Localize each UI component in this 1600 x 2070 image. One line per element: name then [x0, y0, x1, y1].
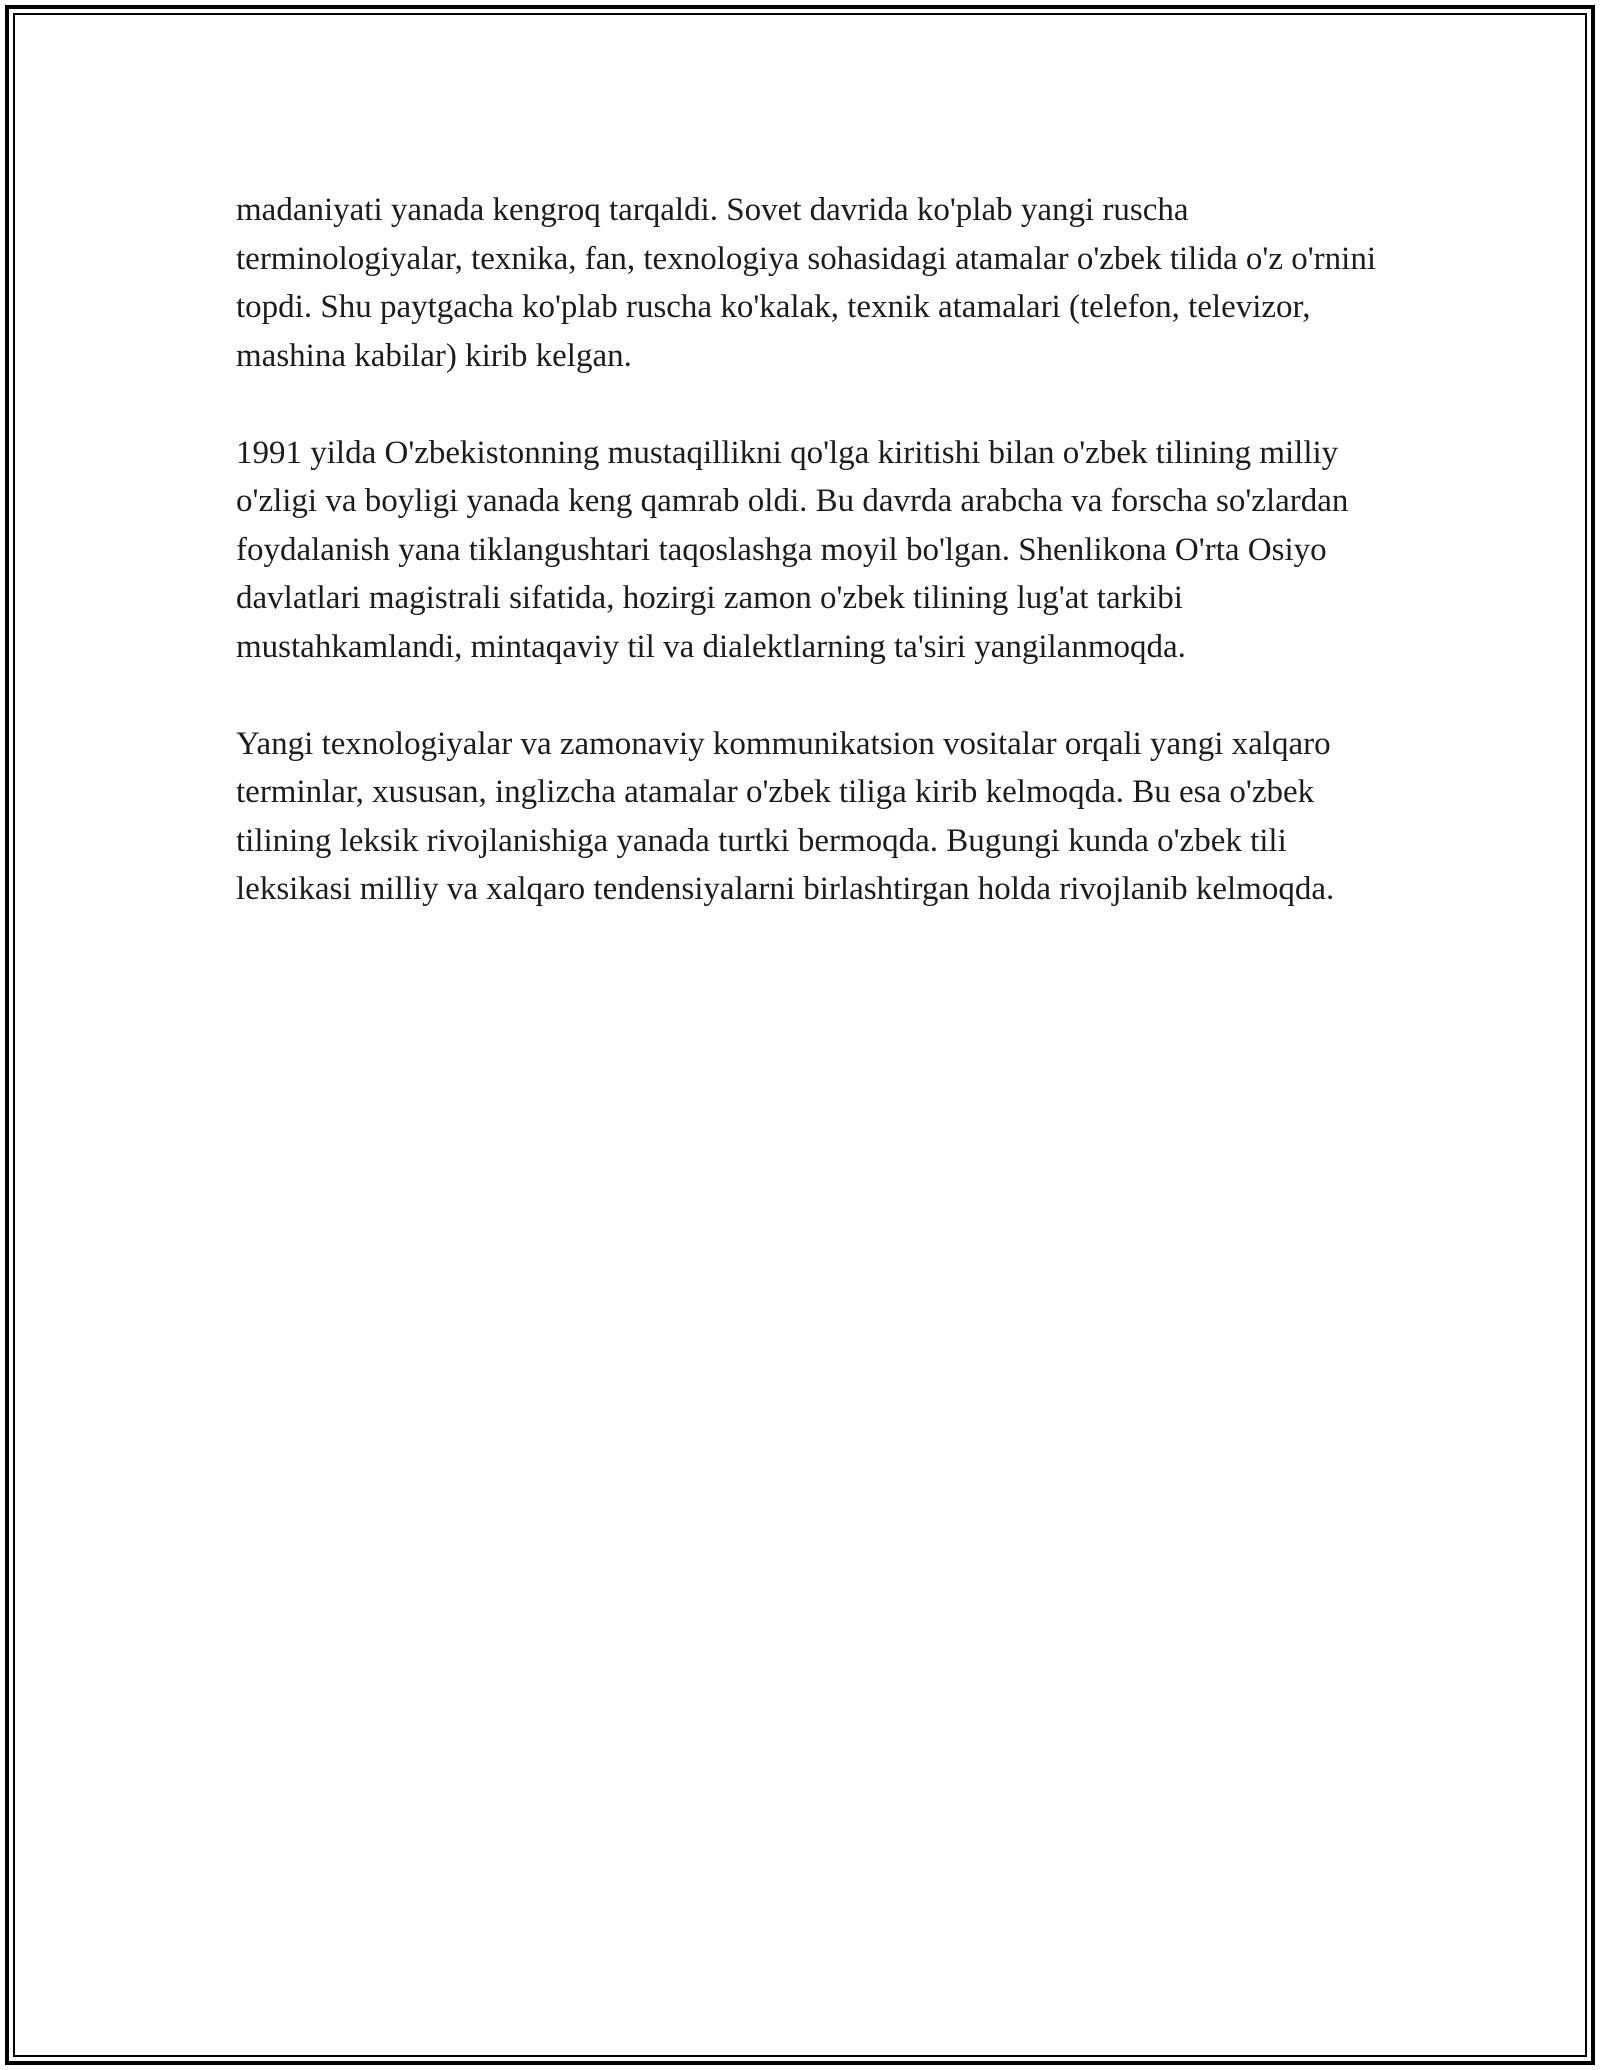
- paragraph-2: 1991 yilda O'zbekistonning mustaqillikni qo'lga kiritishi bilan o'zbek tilining milliy o'zligi va boyligi yanada keng qamrab oldi. Bu davrda arabcha va forscha so'zlardan foydalanish yana tiklangushtari taqoslashga moyil bo'lgan. Shenlikona O'rta Osiyo davlatlari magistrali sifatida, hozirgi zamon o'zbek tilining lug'at tarkibi mustahkamlandi, mintaqaviy til va dialektlarning ta'siri yangilanmoqda.: [236, 434, 1349, 665]
- paragraph-3: Yangi texnologiyalar va zamonaviy kommunikatsion vositalar orqali yangi xalqaro terminlar, xususan, inglizcha atamalar o'zbek tiliga kirib kelmoqda. Bu esa o'zbek tilining leksik rivojlanishiga yanada turtki bermoqda. Bugungi kunda o'zbek tili leksikasi milliy va xalqaro tendensiyalarni birlashtirgan holda rivojlanib kelmoqda.: [236, 725, 1335, 907]
- document-body: [236, 186, 1376, 962]
- paragraph-1: madaniyati yanada kengroq tarqaldi. Sovet davrida ko'plab yangi ruscha terminologiyalar, texnika, fan, texnologiya sohasidagi atamalar o'zbek tilida o'z o'rnini topdi. Shu paytgacha ko'plab ruscha ko'kalak, texnik atamalari (telefon, televizor, mashina kabilar) kirib kelgan.: [236, 192, 1376, 374]
